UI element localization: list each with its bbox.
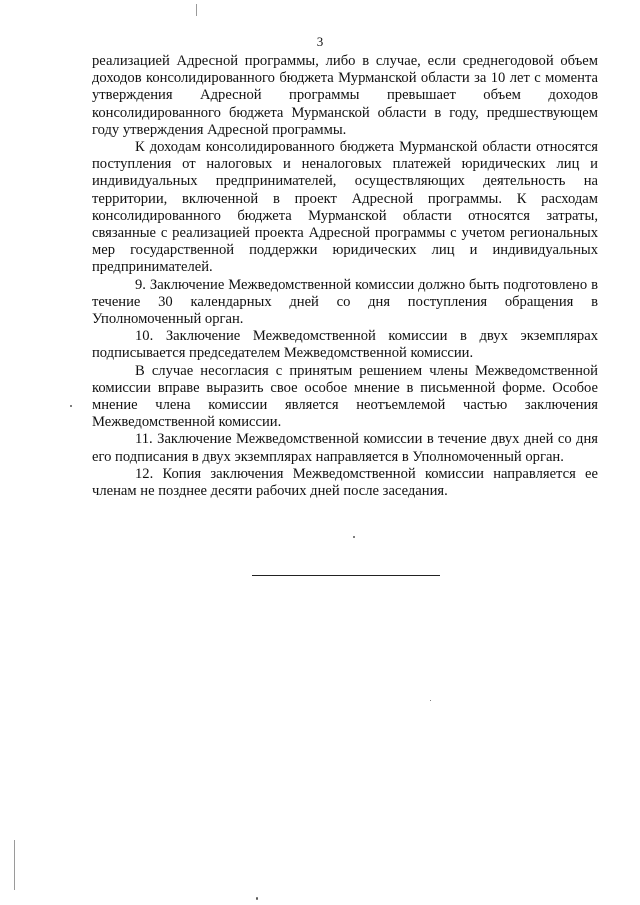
closing-rule-line <box>252 575 440 576</box>
paragraph-continuation: реализацией Адресной программы, либо в случае, если среднегодовой объем доходов консолидированного бюджета Мурманской области за 10 лет с момента утверждения Адресной программы превышает объем доходов консолидированного бюджета Мурманской области в году, предшествующем году утверждения Адресной программы. <box>92 53 598 138</box>
scan-margin-mark <box>14 840 15 890</box>
paragraph-item-11: 11. Заключение Межведомственной комиссии в течение двух дней со дня его подписания в двух экземплярах направляется в Уполномоченный орган. <box>92 431 598 465</box>
scan-speck <box>70 405 72 407</box>
scan-speck <box>353 536 355 538</box>
paragraph-item-12: 12. Копия заключения Межведомственной комиссии направляется ее членам не позднее десяти рабочих дней после заседания. <box>92 465 598 500</box>
paragraph-budget-revenues: К доходам консолидированного бюджета Мурманской области относятся поступления от налоговых и неналоговых платежей юридических лиц и индивидуальных предпринимателей, осуществляющих деятельность на территории, включенной в проект Адресной программы. К расходам консолидированного бюджета Мурманской области относятся затраты, связанные с реализацией проекта Адресной программы с учетом региональных мер государственной поддержки юридических лиц и индивидуальных предпринимателей. <box>92 139 598 276</box>
paragraph-dissent: В случае несогласия с принятым решением члены Межведомственной комиссии вправе выразить свое особое мнение в письменной форме. Особое мнение члена комиссии является неотъемлемой частью заключения Межведомственной комиссии. <box>92 362 598 431</box>
scan-margin-mark <box>196 4 197 16</box>
scan-speck <box>256 897 258 900</box>
page-number: 3 <box>316 34 324 49</box>
paragraph-item-9: 9. Заключение Межведомственной комиссии должно быть подготовлено в течение 30 календарных дней со дня поступления обращения в Уполномоченный орган. <box>92 276 598 328</box>
document-body <box>92 53 598 500</box>
paragraph-item-10: 10. Заключение Межведомственной комиссии в двух экземплярах подписывается председателем Межведомственной комиссии. <box>92 328 598 362</box>
scan-speck <box>430 700 431 701</box>
